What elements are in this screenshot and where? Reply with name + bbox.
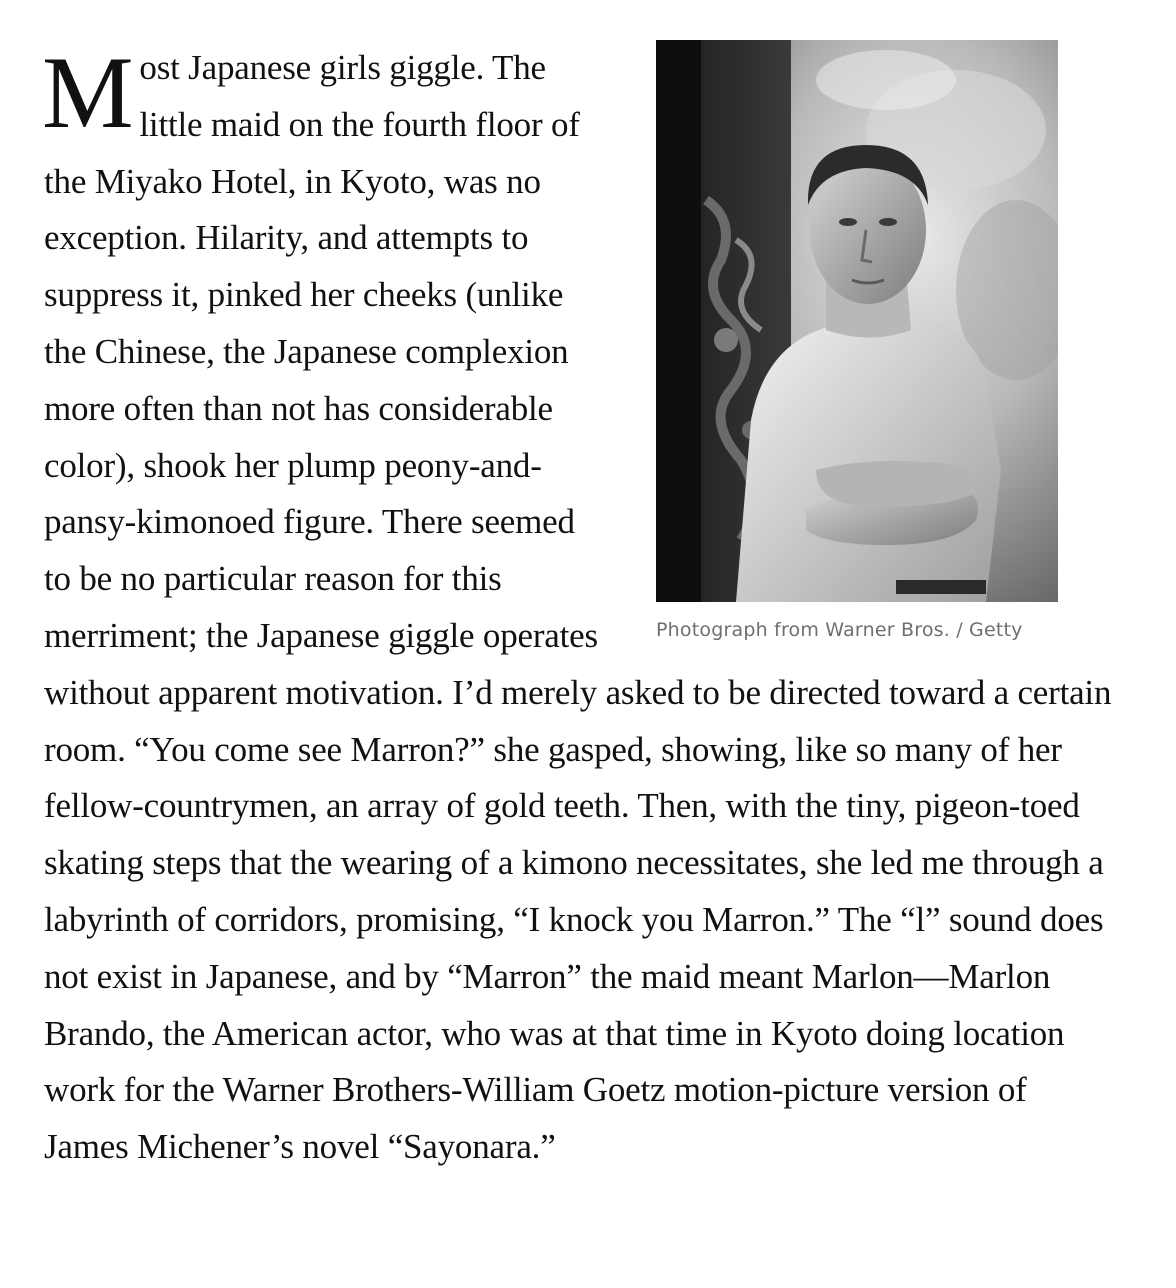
photo-caption: Photograph from Warner Bros. / Getty: [656, 619, 1023, 641]
paragraph-text: ost Japanese girls giggle. The little maid on the fourth floor of the Miyako Hotel, in Kyoto, was no exception. Hilarity, and attempts to suppress it, pinked her cheeks (unlike the Chinese, the Japanese complexion more often than not has considerable color), shook her plump peony-and-pansy-kimonoed figure. There seemed to be no particular reason for this merriment; the Japanese giggle operates without apparent motivation. I’d merely asked to be directed toward a certain room. “You come see Marron?” she gasped, showing, like so many of her fellow-countrymen, an array of gold teeth. Then, with the tiny, pigeon-toed skating steps that the wearing of a kimono necessitates, she led me through a labyrinth of corridors, promising, “I knock you Marron.” The “l” sound does not exist in Japanese, and by “Marron” the maid meant Marlon—Marlon Brando, the American actor, who was at that time in Kyoto doing location work for the Warner Brothers-William Goetz motion-picture version of James Michener’s novel “Sayonara.”: [44, 48, 1112, 1167]
article: [42, 36, 1114, 1176]
portrait-photo: [656, 40, 1058, 602]
photo-figure: [656, 40, 1058, 644]
drop-cap: M: [42, 36, 134, 150]
